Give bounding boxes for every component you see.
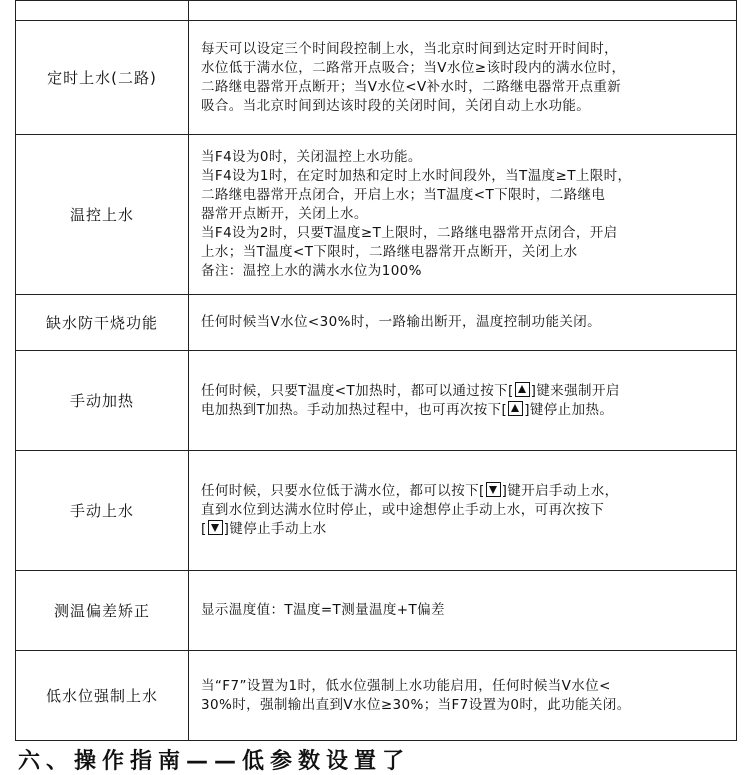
description-line	[201, 520, 726, 539]
description-line: 备注：温控上水的满水水位为100%	[201, 263, 422, 279]
description-line: 直到水位到达满水位时停止，或中途想停止手动上水，可再次按下	[201, 502, 605, 518]
description-line	[201, 382, 726, 401]
description-line	[201, 482, 726, 501]
row-label: 手动加热	[16, 351, 189, 451]
text-segment: ]键停止加热。	[524, 401, 614, 418]
row-label: 温控上水	[16, 135, 189, 295]
table-row	[16, 295, 737, 351]
description-line: 显示温度值：T温度=T测量温度+T偏差	[201, 602, 445, 618]
function-table	[15, 0, 737, 741]
row-description	[189, 651, 737, 741]
table-row	[16, 21, 737, 135]
description-line: 当F4设为2时，只要T温度≥T上限时，二路继电器常开点闭合，开启	[201, 225, 618, 241]
row-description	[189, 351, 737, 451]
text-segment: ]键停止手动上水	[223, 521, 327, 537]
row-label: 手动上水	[16, 451, 189, 571]
row-description	[189, 295, 737, 351]
row-label: 缺水防干烧功能	[16, 295, 189, 351]
table-row	[16, 451, 737, 571]
row-description	[189, 571, 737, 651]
row-description	[189, 451, 737, 571]
table-row	[16, 1, 737, 21]
table-row	[16, 571, 737, 651]
description-line: 吸合。当北京时间到达该时段的关闭时间，关闭自动上水功能。	[201, 97, 591, 114]
text-segment: ]键开启手动上水，	[501, 483, 619, 499]
row-description	[189, 1, 737, 21]
description-line: 30%时，强制输出直到V水位≥30%；当F7设置为0时，此功能关闭。	[201, 696, 631, 713]
row-label: 定时上水(二路)	[16, 21, 189, 135]
description-line: 当F4设为0时，关闭温控上水功能。	[201, 149, 422, 165]
row-description	[189, 21, 737, 135]
description-line: 当F4设为1时，在定时加热和定时上水时间段外，当T温度≥T上限时，	[201, 168, 632, 184]
row-label	[16, 1, 189, 21]
down-arrow-key-icon	[486, 482, 501, 497]
text-segment: 任何时候，只要水位低于满水位，都可以按下[	[201, 483, 485, 499]
description-line: 器常开点断开，关闭上水。	[201, 206, 368, 222]
description-line: 每天可以设定三个时间段控制上水，当北京时间到达定时开时间时，	[201, 40, 618, 57]
text-segment: [	[201, 521, 207, 537]
description-line: 任何时候当V水位<30%时，一路输出断开，温度控制功能关闭。	[201, 314, 602, 330]
row-label: 测温偏差矫正	[16, 571, 189, 651]
down-arrow-key-icon	[208, 520, 223, 535]
up-arrow-key-icon	[515, 382, 530, 397]
table-row	[16, 135, 737, 295]
text-segment: 任何时候，只要T温度<T加热时，都可以通过按下[	[201, 382, 514, 399]
description-line: 上水；当T温度<T下限时，二路继电器常开点断开，关闭上水	[201, 244, 578, 260]
table-row	[16, 651, 737, 741]
description-line: 水位低于满水位，二路常开点吸合；当V水位≥该时段内的满水位时，	[201, 59, 626, 76]
description-line: 当“F7”设置为1时，低水位强制上水功能启用，任何时候当V水位<	[201, 677, 611, 694]
section-heading: 六、操作指南——低参数设置了	[18, 749, 411, 774]
text-segment: ]键来强制开启	[530, 382, 620, 399]
text-segment: 电加热到T加热。手动加热过程中，也可再次按下[	[201, 401, 508, 418]
up-arrow-key-icon	[508, 401, 523, 416]
description-line	[201, 401, 726, 420]
row-description	[189, 135, 737, 295]
description-line: 二路继电器常开点闭合，开启上水；当T温度<T下限时，二路继电	[201, 187, 606, 203]
table-row	[16, 351, 737, 451]
row-label: 低水位强制上水	[16, 651, 189, 741]
description-line: 二路继电器常开点断开；当V水位<V补水时，二路继电器常开点重新	[201, 78, 622, 95]
